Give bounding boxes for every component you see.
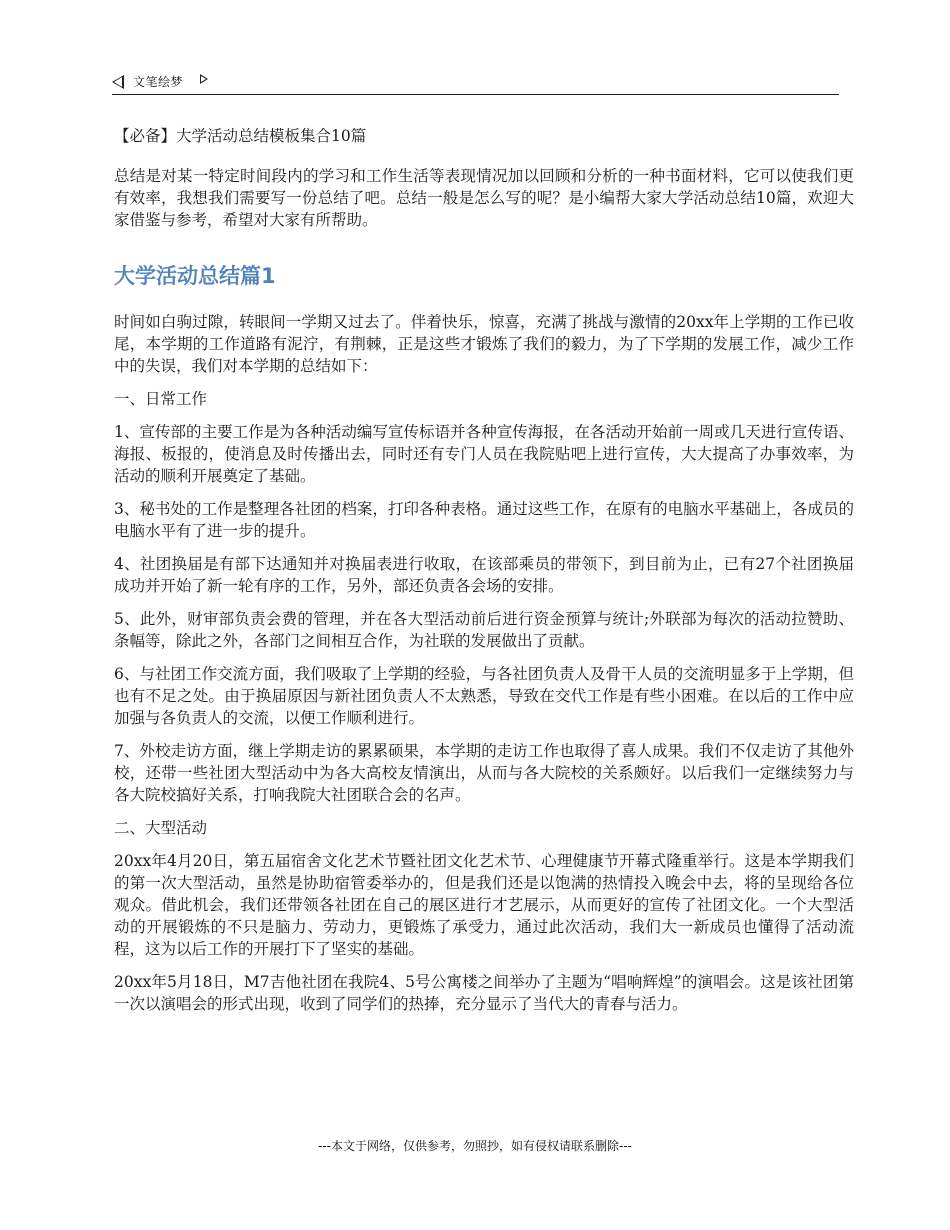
paragraph-secretariat: 3、秘书处的工作是整理各社团的档案，打印各种表格。通过这些工作，在原有的电脑水平基础上，各成员的电脑水平有了进一步的提升。 [114,500,854,540]
intro-paragraph: 总结是对某一特定时间段内的学习和工作生活等表现情况加以回顾和分析的一种书面材料，它可以使我们更有效率，我想我们需要写一份总结了吧。总结一般是怎么写的呢？是小编帮大家大学活动总结10篇，欢迎大家借鉴与参考，希望对大家有所帮助。 [114,167,854,229]
page-header [112,70,839,95]
document-body [114,124,854,1026]
brand-name: 文笔绘梦 [133,75,184,89]
subheading-major-events: 二、大型活动 [114,819,208,837]
paragraph-school-visits: 7、外校走访方面，继上学期走访的累累硕果，本学期的走访工作也取得了喜人成果。我们不仅走访了其他外校，还带一些社团大型活动中为各大高校友情演出，从而与各大院校的关系颇好。以后我们一定继续努力与各大院校搞好关系，打响我院大社团联合会的名声。 [114,742,854,804]
triangle-right-icon [200,74,208,84]
page-footer: ---本文于网络，仅供参考，勿照抄，如有侵权请联系删除--- [318,1139,632,1153]
paragraph-culture-festival: 20xx年4月20日，第五届宿舍文化艺术节暨社团文化艺术节、心理健康节开幕式隆重举行。这是本学期我们的第一次大型活动，虽然是协助宿管委举办的，但是我们还是以饱满的热情投入晚会中去，将的呈现给各位观众。借此机会，我们还带领各社团在自己的展区进行才艺展示，从而更好的宣传了社团文化。一个大型活动的开展锻炼的不只是脑力、劳动力，更锻炼了承受力，通过此次活动，我们大一新成员也懂得了活动流程，这为以后工作的开展打下了坚实的基础。 [114,852,854,958]
document-title: 【必备】大学活动总结模板集合10篇 [114,127,367,145]
paragraph-club-communication: 6、与社团工作交流方面，我们吸取了上学期的经验，与各社团负责人及骨干人员的交流明显多于上学期，但也有不足之处。由于换届原因与新社团负责人不太熟悉，导致在交代工作是有些小困难。在以后的工作中应加强与各负责人的交流，以便工作顺利进行。 [114,665,854,727]
subheading-daily-work: 一、日常工作 [114,390,208,408]
paragraph-guitar-concert: 20xx年5月18日，M7吉他社团在我院4、5号公寓楼之间举办了主题为“唱响辉煌”的演唱会。这是该社团第一次以演唱会的形式出现，收到了同学们的热捧，充分显示了当代大的青春与活力。 [114,973,854,1013]
section-heading: 大学活动总结篇1 [114,264,276,288]
triangle-left-icon [112,75,124,89]
paragraph-finance-outreach: 5、此外，财审部负责会费的管理，并在各大型活动前后进行资金预算与统计;外联部为每次的活动拉赞助、条幅等，除此之外，各部门之间相互合作，为社联的发展做出了贡献。 [114,610,854,650]
paragraph-opening: 时间如白驹过隙，转眼间一学期又过去了。伴着快乐，惊喜，充满了挑战与激情的20xx年上学期的工作已收尾，本学期的工作道路有泥泞，有荆棘，正是这些才锻炼了我们的毅力，为了下学期的发展工作，减少工作中的失误，我们对本学期的总结如下： [114,313,854,375]
paragraph-publicity-dept: 1、宣传部的主要工作是为各种活动编写宣传标语并各种宣传海报，在各活动开始前一周或几天进行宣传语、海报、板报的，使消息及时传播出去，同时还有专门人员在我院贴吧上进行宣传，大大提高了办事效率，为活动的顺利开展奠定了基础。 [114,423,854,485]
paragraph-club-handover: 4、社团换届是有部下达通知并对换届表进行收取，在该部乘员的带领下，到目前为止，已有27个社团换届成功并开始了新一轮有序的工作，另外，部还负责各会场的安排。 [114,555,854,595]
